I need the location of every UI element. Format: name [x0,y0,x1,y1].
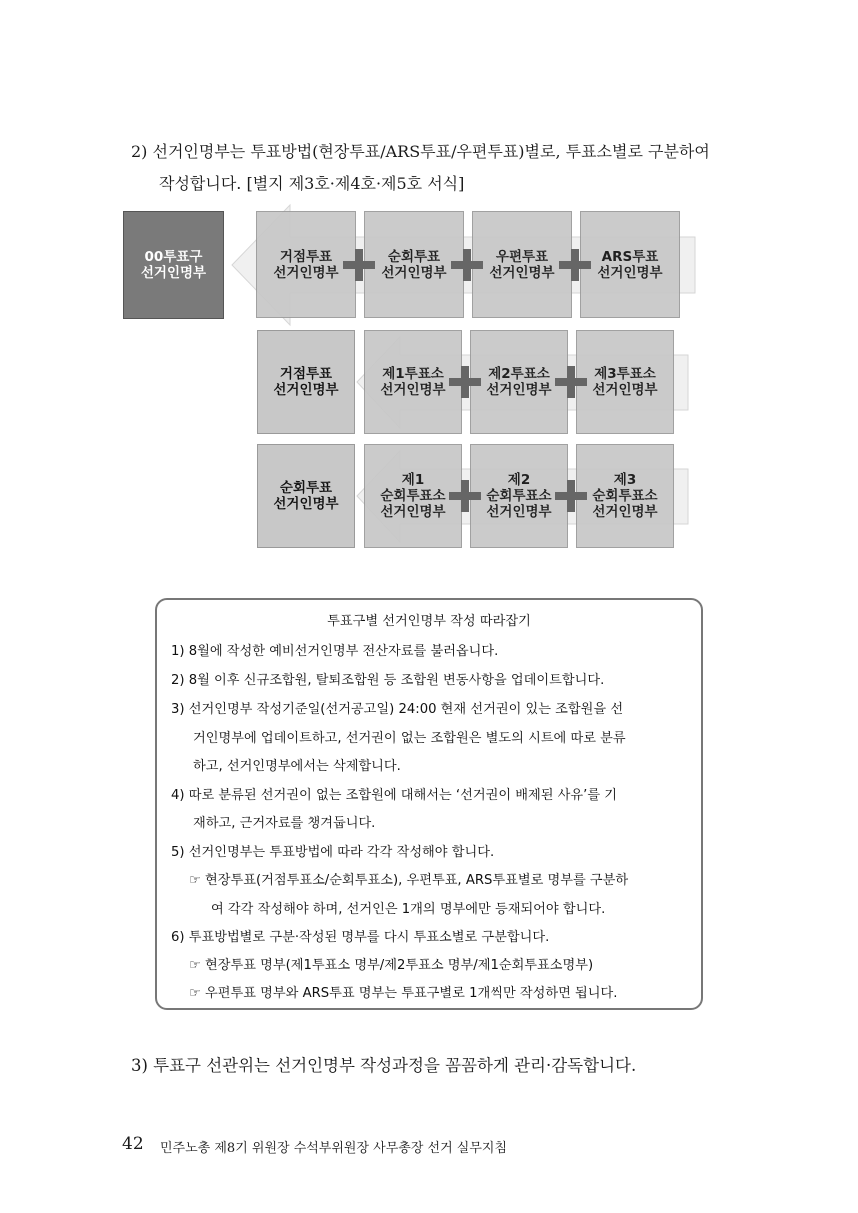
row1-box-4-line1: ARS투표 [601,248,659,265]
main-box-line2: 선거인명부 [140,265,207,281]
row2-box-4-line2: 선거인명부 [592,382,658,398]
panel-line: ☞ 우편투표 명부와 ARS투표 명부는 투표구별로 1개씩만 작성하면 됩니다. [189,986,618,1001]
row3-box-4-line3: 선거인명부 [592,504,658,520]
row3-box-2 [364,444,462,548]
page-number: 42 [122,1134,144,1154]
main-box-line1: 00투표구 [144,249,203,265]
panel-line: 하고, 선거인명부에서는 삭제합니다. [193,759,401,774]
panel-title: 투표구별 선거인명부 작성 따라잡기 [327,614,531,629]
row3-box-3-line1: 제2 [507,472,531,488]
panel-line: 재하고, 근거자료를 챙겨둡니다. [193,816,376,831]
row3-box-3-line2: 순회투표소 [486,488,552,504]
section-3-heading: 3) 투표구 선관위는 선거인명부 작성과정을 꼼꼼하게 관리·감독합니다. [131,1056,637,1075]
row3-box-4-line1: 제3 [613,472,637,488]
row1-box-3-line2: 선거인명부 [489,264,555,281]
panel-line: 4) 따로 분류된 선거권이 없는 조합원에 대해서는 ‘선거권이 배제된 사유’를 기 [171,788,618,803]
plus-icon [451,249,483,281]
row2-box-1-line2: 선거인명부 [273,382,339,398]
row1-box-3 [472,211,572,318]
row1-box-1 [256,211,356,318]
row1-box-4 [580,211,680,318]
row2-box-4-line1: 제3투표소 [594,366,656,382]
row2-box-1 [257,330,355,434]
row3-box-3-line3: 선거인명부 [486,504,552,520]
row1-box-2 [364,211,464,318]
plus-icon [449,366,481,398]
panel-line: 2) 8월 이후 신규조합원, 탈퇴조합원 등 조합원 변동사항을 업데이트합니다. [171,673,605,688]
panel-line: ☞ 현장투표 명부(제1투표소 명부/제2투표소 명부/제1순회투표소명부) [189,958,594,973]
main-register-box [123,211,224,319]
row3-box-4-line2: 순회투표소 [592,488,658,504]
row1-box-3-line1: 우편투표 [495,248,549,265]
panel-line: 여 각각 작성해야 하며, 선거인은 1개의 명부에만 등재되어야 합니다. [211,902,606,917]
row2-box-3-line2: 선거인명부 [486,382,552,398]
panel-line: ☞ 현장투표(거점투표소/순회투표소), 우편투표, ARS투표별로 명부를 구분하 [189,873,629,888]
row2-box-3-line1: 제2투표소 [488,366,550,382]
row3-box-3 [470,444,568,548]
row2-box-1-line1: 거점투표 [279,366,333,382]
row1-box-1-line1: 거점투표 [279,248,333,265]
row1-box-4-line2: 선거인명부 [597,264,663,281]
row2-box-4 [576,330,674,434]
row3-box-2-line2: 순회투표소 [380,488,446,504]
panel-line: 5) 선거인명부는 투표방법에 따라 각각 작성해야 합니다. [171,845,495,860]
plus-icon [555,480,587,512]
row2-box-2-line2: 선거인명부 [380,382,446,398]
row3-box-1-line1: 순회투표 [279,480,333,496]
row3-box-1-line2: 선거인명부 [273,496,339,512]
panel-line: 1) 8월에 작성한 예비선거인명부 전산자료를 불러옵니다. [171,644,499,659]
row3-box-4 [576,444,674,548]
plus-icon [559,249,591,281]
panel-line: 거인명부에 업데이트하고, 선거권이 없는 조합원은 별도의 시트에 따로 분류 [193,731,626,746]
panel-line: 6) 투표방법별로 구분·작성된 명부를 다시 투표소별로 구분합니다. [171,930,550,945]
plus-icon [449,480,481,512]
row1-box-1-line2: 선거인명부 [273,264,339,281]
intro-line-2: 작성합니다. [별지 제3호·제4호·제5호 서식] [159,174,465,193]
row2-box-2 [364,330,462,434]
row2-box-3 [470,330,568,434]
plus-icon [343,249,375,281]
row3-box-1 [257,444,355,548]
footer-title: 민주노총 제8기 위원장 수석부위원장 사무총장 선거 실무지침 [160,1141,508,1156]
row3-box-2-line1: 제1 [401,472,425,488]
intro-line-1: 2) 선거인명부는 투표방법(현장투표/ARS투표/우편투표)별로, 투표소별로 구분하여 [131,142,710,161]
row1-box-2-line1: 순회투표 [387,248,441,265]
row1-box-2-line2: 선거인명부 [381,264,447,281]
panel-line: 3) 선거인명부 작성기준일(선거공고일) 24:00 현재 선거권이 있는 조합원을 선 [171,702,624,717]
ballot-register-diagram [0,0,858,560]
plus-icon [555,366,587,398]
row3-box-2-line3: 선거인명부 [380,504,446,520]
guide-panel [155,598,703,1010]
row2-box-2-line1: 제1투표소 [382,366,444,382]
